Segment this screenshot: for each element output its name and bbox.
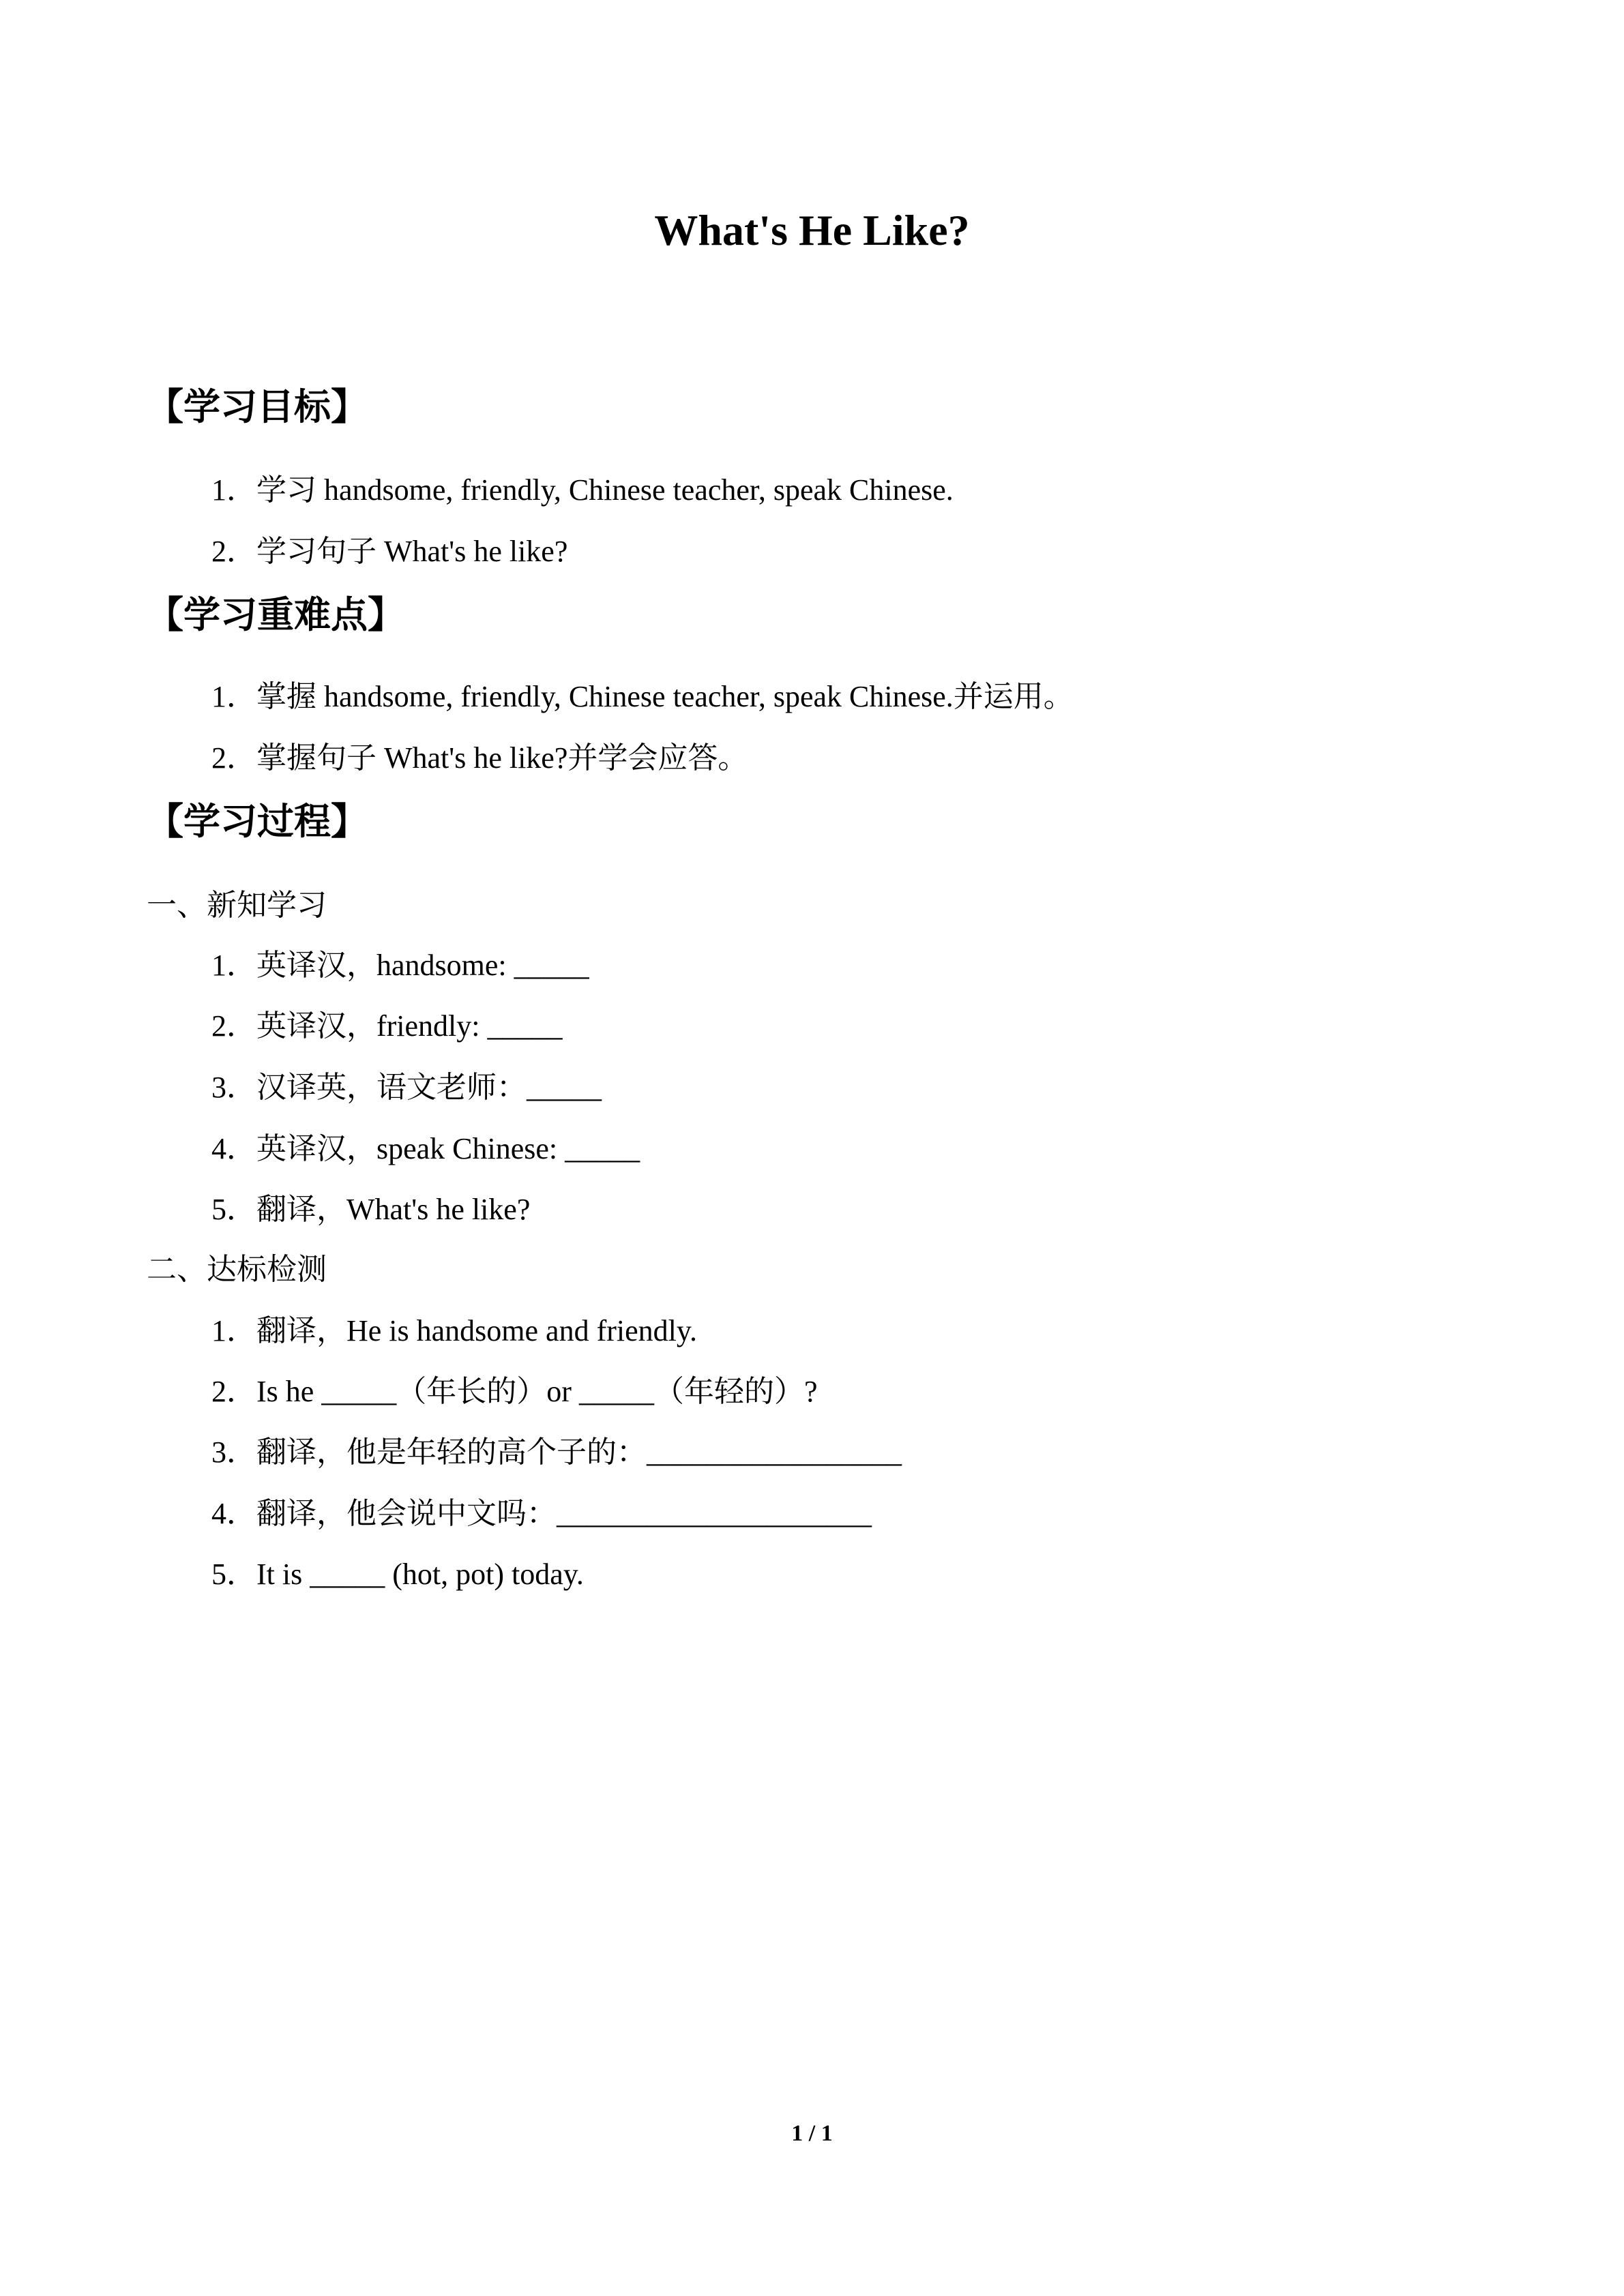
subsection-label-new-knowledge: 一、新知学习 — [147, 889, 327, 922]
exercise-item: 1．翻译，He is handsome and friendly. — [211, 1314, 698, 1347]
objective-item-1: 1．学习 handsome, friendly, Chinese teacher, speak Chinese. — [211, 473, 954, 507]
exercise-item: 3．翻译，他是年轻的高个子的：_________________ — [211, 1435, 902, 1469]
section-heading-objectives: 【学习目标】 — [147, 385, 368, 428]
exercise-item: 2．英译汉，friendly: _____ — [211, 1009, 563, 1043]
section-heading-process: 【学习过程】 — [147, 800, 368, 843]
exercise-item: 3．汉译英，语文老师：_____ — [211, 1071, 602, 1104]
exercise-item: 4．翻译，他会说中文吗：_____________________ — [211, 1497, 872, 1530]
subsection-label-assessment: 二、达标检测 — [147, 1253, 327, 1286]
page-title: What's He Like? — [654, 206, 970, 254]
exercise-item: 4．英译汉，speak Chinese: _____ — [211, 1132, 640, 1165]
exercise-item: 2．Is he _____（年长的）or _____（年轻的）? — [211, 1375, 818, 1408]
exercise-item: 5．It is _____ (hot, pot) today. — [211, 1557, 584, 1591]
page-number: 1 / 1 — [791, 2121, 833, 2146]
objective-item-2: 2．学习句子 What's he like? — [211, 535, 568, 568]
exercise-item: 1．英译汉，handsome: _____ — [211, 949, 589, 982]
key-point-item-2: 2．掌握句子 What's he like?并学会应答。 — [211, 741, 748, 775]
exercise-item: 5．翻译，What's he like? — [211, 1193, 531, 1226]
section-heading-key-points: 【学习重难点】 — [147, 593, 404, 636]
key-point-item-1: 1．掌握 handsome, friendly, Chinese teacher, speak Chinese.并运用。 — [211, 680, 1074, 713]
